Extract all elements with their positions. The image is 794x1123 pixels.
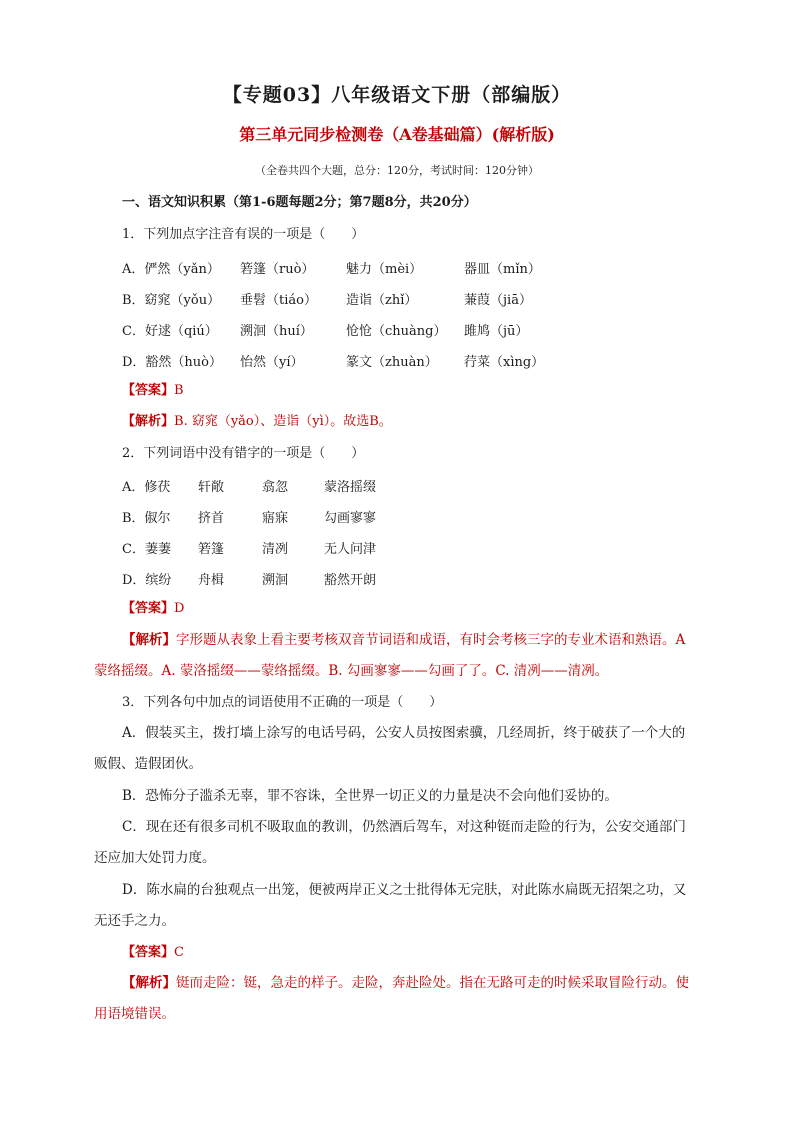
q2-option-d-1: D．缤纷 [122, 573, 172, 588]
answer-label: 【答案】 [122, 383, 175, 398]
question-2-stem: 2．下列词语中没有错字的一项是（ ） [122, 446, 365, 461]
question-1-stem: 1．下列加点字注音有误的一项是（ ） [122, 227, 365, 242]
q1-option-c-1: C．好逑（qiú） [122, 324, 218, 339]
analysis-text: B. 窈窕（yǎo）、造诣（yì）。故选B。 [174, 414, 392, 429]
q2-option-b-4: 勾画寥寥 [324, 511, 377, 526]
q1-option-a-4: 器皿（mǐn） [464, 262, 541, 277]
analysis-text: 字形题从表象上看主要考核双音节词语和成语，有时会考核三字的专业术语和熟语。A蒙络摇缀。A. 蒙洛摇缀——蒙络摇缀。B. 勾画寥寥——勾画了了。C. 清冽——清冽。 [94, 632, 686, 679]
q1-option-d-3: 篆文（zhuàn） [346, 355, 438, 370]
q3-option-a: A．假装买主，拨打墙上涂写的电话号码，公安人员按图索骥，几经周折，终于破获了一个大的贩假、造假团伙。 [94, 725, 686, 772]
q1-option-a-3: 魅力（mèi） [346, 262, 423, 277]
analysis-label: 【解析】 [122, 975, 176, 991]
q1-option-b-2: 垂髫（tiáo） [240, 293, 317, 308]
answer-label: 【答案】 [122, 945, 175, 960]
section-heading: 一、语文知识积累（第1-6题每题2分；第7题8分，共20分） [122, 195, 477, 210]
q2-option-c-2: 箬篷 [198, 542, 225, 557]
q1-analysis [122, 412, 392, 432]
q1-option-a-2: 箬篷（ruò） [240, 262, 315, 277]
q1-option-c-3: 怆怆（chuàng） [346, 324, 447, 339]
q1-option-c-2: 溯洄（huí） [240, 324, 313, 339]
q2-option-c-1: C．萋萋 [122, 542, 171, 557]
q2-option-a-4: 蒙洛摇缀 [324, 480, 377, 495]
q1-option-b-3: 造诣（zhǐ） [346, 293, 418, 308]
answer-value: D [174, 601, 185, 616]
q1-answer [122, 381, 184, 401]
exam-note: （全卷共四个大题，总分：120分，考试时间：120分钟） [255, 164, 539, 177]
q2-option-a-2: 轩敞 [198, 480, 225, 495]
question-3-stem: 3．下列各句中加点的词语使用不正确的一项是（ ） [122, 695, 443, 710]
q3-option-d: D．陈水扁的台独观点一出笼，便被两岸正义之士批得体无完肤，对此陈水扁既无招架之功，又无还手之力。 [94, 882, 687, 929]
q3-answer [122, 943, 184, 963]
answer-value: C [174, 945, 184, 960]
q1-option-d-1: D．豁然（huò） [122, 355, 222, 370]
q3-option-b: B．恐怖分子滥杀无辜，罪不容诛，全世界一切正义的力量是决不会向他们妥协的。 [122, 788, 618, 804]
q2-option-d-2: 舟楫 [198, 573, 225, 588]
answer-value: B [174, 383, 184, 398]
q1-option-a-1: A．俨然（yǎn） [122, 262, 220, 277]
q2-option-a-1: A．修茯 [122, 480, 171, 495]
q3-option-c: C．现在还有很多司机不吸取血的教训，仍然酒后驾车，对这种铤而走险的行为，公安交通部门还应加大处罚力度。 [94, 819, 686, 866]
q3-analysis [94, 968, 698, 1030]
q1-option-c-4: 雎鸠（jū） [464, 324, 529, 339]
page-title: 【专题03】八年级语文下册（部编版） [222, 84, 572, 106]
q2-option-c-3: 清冽 [262, 542, 289, 557]
q2-option-b-3: 寤寐 [262, 511, 289, 526]
page-subtitle: 第三单元同步检测卷（A卷基础篇）(解析版) [239, 125, 555, 144]
q1-option-d-2: 怡然（yí） [240, 355, 304, 370]
q2-option-c-4: 无人问津 [324, 542, 377, 557]
q2-answer [122, 599, 184, 619]
q2-option-d-3: 溯洄 [262, 573, 289, 588]
q2-option-d-4: 豁然开朗 [324, 573, 377, 588]
q2-option-b-2: 挤首 [198, 511, 225, 526]
q2-option-b-1: B．俶尔 [122, 511, 171, 526]
answer-label: 【答案】 [122, 601, 175, 616]
q1-option-b-1: B．窈窕（yǒu） [122, 293, 221, 308]
q1-option-b-4: 蒹葭（jiā） [464, 293, 532, 308]
analysis-label: 【解析】 [122, 632, 176, 648]
q1-option-d-4: 荇菜（xìng） [464, 355, 545, 370]
analysis-label: 【解析】 [122, 414, 175, 429]
analysis-text: 铤而走险：铤，急走的样子。走险，奔赴险处。指在无路可走的时候采取冒险行动。使用语境错误。 [94, 975, 689, 1022]
q2-option-a-3: 翕忽 [262, 480, 289, 495]
q2-analysis [94, 625, 698, 687]
